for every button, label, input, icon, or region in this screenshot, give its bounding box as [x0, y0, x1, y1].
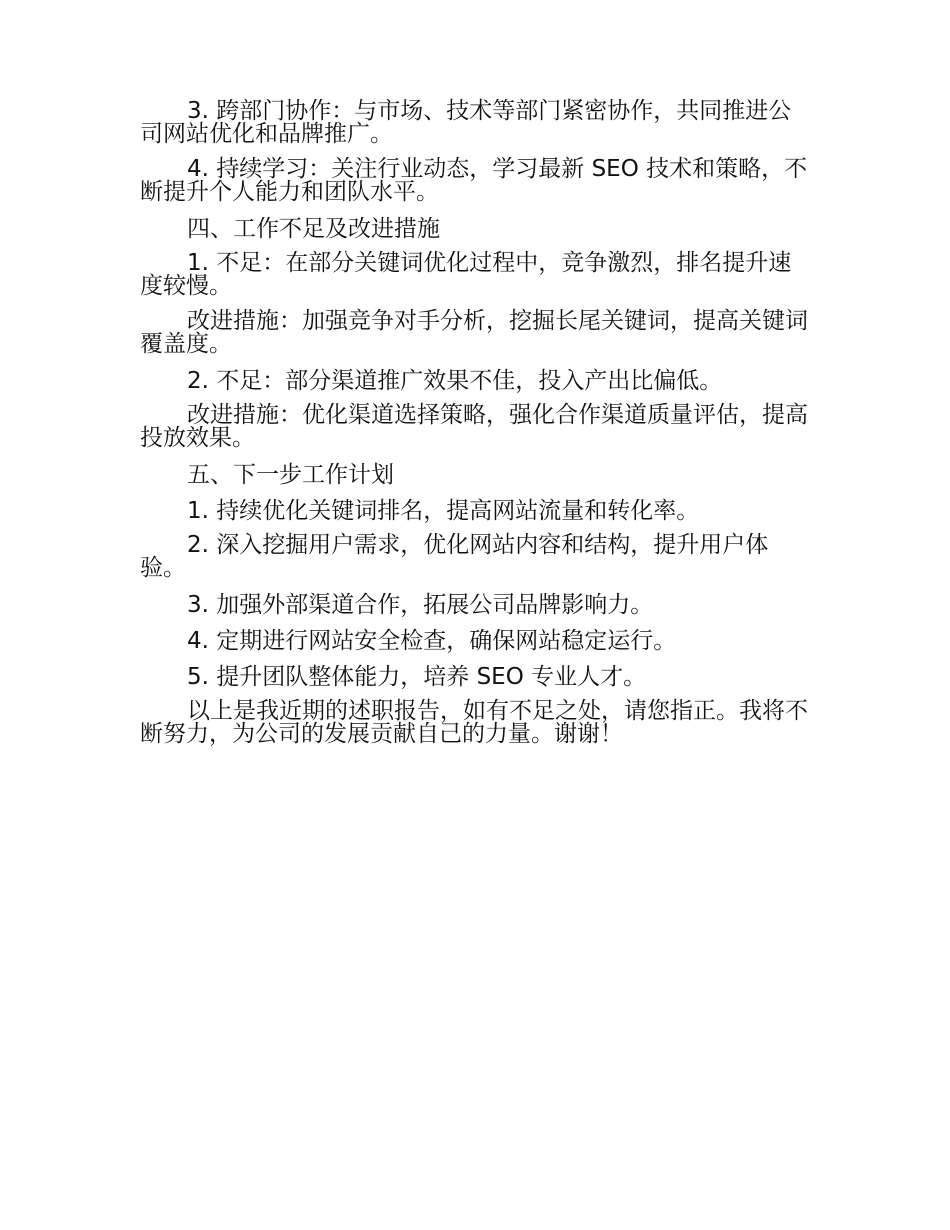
paragraph-cross-department-collaboration: 3. 跨部门协作：与市场、技术等部门紧密协作，共同推进公司网站优化和品牌推广。	[140, 98, 792, 147]
paragraph-improvement-1: 改进措施：加强竞争对手分析，挖掘长尾关键词，提高关键词覆盖度。	[140, 308, 808, 357]
plan-item-3: 3. 加强外部渠道合作，拓展公司品牌影响力。	[187, 592, 654, 618]
paragraph-improvement-2: 改进措施：优化渠道选择策略，强化合作渠道质量评估，提高投放效果。	[140, 402, 808, 451]
paragraph-continuous-learning: 4. 持续学习：关注行业动态，学习最新 SEO 技术和策略，不断提升个人能力和团队水平。	[140, 156, 808, 205]
plan-item-4: 4. 定期进行网站安全检查，确保网站稳定运行。	[187, 628, 677, 654]
document-body	[140, 100, 810, 758]
paragraph-shortcoming-1: 1. 不足：在部分关键词优化过程中，竞争激烈，排名提升速度较慢。	[140, 250, 792, 299]
paragraph-shortcoming-2: 2. 不足：部分渠道推广效果不佳，投入产出比偏低。	[187, 368, 723, 394]
plan-item-5: 5. 提升团队整体能力，培养 SEO 专业人才。	[187, 664, 647, 690]
section-heading-next-plan: 五、下一步工作计划	[187, 462, 394, 488]
closing-paragraph: 以上是我近期的述职报告，如有不足之处，请您指正。我将不断努力，为公司的发展贡献自己的力量。谢谢！	[140, 698, 808, 747]
plan-item-1: 1. 持续优化关键词排名，提高网站流量和转化率。	[187, 498, 700, 524]
plan-item-2: 2. 深入挖掘用户需求，优化网站内容和结构，提升用户体验。	[140, 532, 769, 581]
section-heading-shortcomings: 四、工作不足及改进措施	[187, 216, 440, 242]
